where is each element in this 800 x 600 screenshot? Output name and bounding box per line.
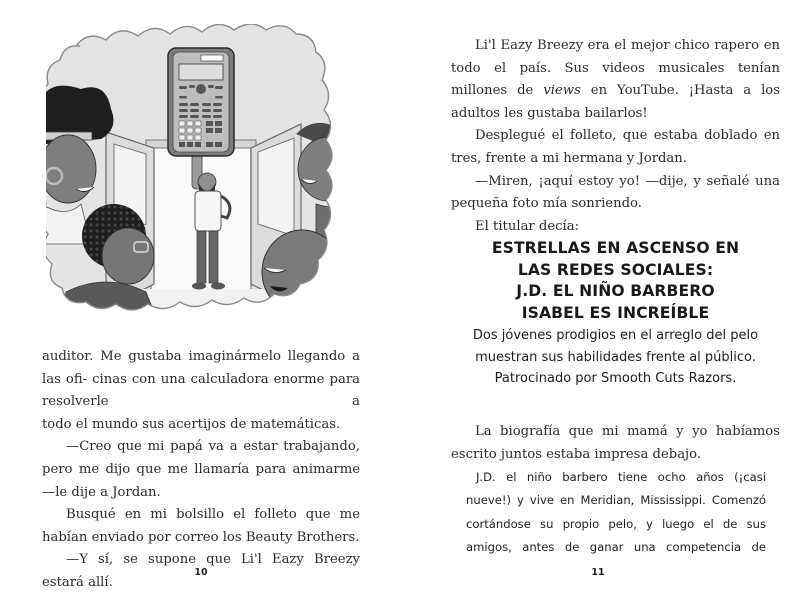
paragraph: Busqué en mi bolsillo el folleto que me habían enviado por correo los Beauty Brothers. — [42, 507, 360, 545]
flyer-headline — [451, 238, 780, 324]
right-body-text-top — [451, 35, 780, 238]
illustration — [46, 24, 354, 332]
text-run: en YouTube. ¡Hasta a los adultos les gustaba bailarlos! — [451, 83, 780, 121]
headline-line: ISABEL ES INCREÍBLE — [521, 303, 710, 322]
paragraph — [451, 35, 780, 125]
headline-line: LAS REDES SOCIALES: — [517, 260, 714, 279]
bio-line — [466, 466, 766, 489]
text-line: auditor. Me gustaba imaginármelo llegando a las ofi- — [42, 349, 360, 387]
headline-line: ESTRELLAS EN ASCENSO EN — [491, 239, 740, 257]
text-line: cinas con una calculadora enorme para resolverle a — [42, 371, 360, 410]
bio-line: nueve!) y vive en Meridian, Mississippi. Comenzó — [466, 493, 766, 508]
paragraph: —Y sí, se supone que Li'l Eazy Breezy estará allí. — [42, 552, 360, 590]
left-body-text — [42, 346, 360, 595]
paragraph: El titular decía: — [475, 218, 580, 234]
subhead-line: Patrocinado por Smooth Cuts Razors. — [494, 371, 737, 386]
text-run: Li'l Eazy Breezy era el mejor chico rapero en todo el país. Sus videos musicales tenían millones de — [451, 38, 780, 99]
italic-text: views — [543, 83, 581, 99]
right-body-text-mid — [451, 421, 780, 466]
flyer-subhead — [451, 325, 780, 390]
bio-line: cortándose su propio pelo, y luego el de sus — [466, 516, 766, 531]
flyer-bio — [466, 466, 766, 559]
paragraph — [42, 346, 360, 436]
text-line: todo el mundo sus acertijos de matemáticas. — [42, 416, 341, 432]
bio-line: amigos, antes de ganar una competencia de — [466, 539, 766, 554]
paragraph: —Creo que mi papá va a estar trabajando, pero me dijo que me llamaría para animarme —le dije a Jordan. — [42, 439, 360, 500]
headline-line: J.D. EL NIÑO BARBERO — [516, 282, 715, 300]
bio-text: J.D. el niño barbero tiene ocho años (¡casi — [476, 470, 766, 484]
calculator-icon — [168, 48, 234, 156]
paragraph: La biografía que mi mamá y yo habíamos escrito juntos estaba impresa debajo. — [451, 424, 780, 462]
subhead-line: Dos jóvenes prodigios en el arreglo del pelo — [472, 328, 759, 343]
paragraph: Desplegué el folleto, que estaba doblado en tres, frente a mi hermana y Jordan. — [451, 128, 780, 166]
illustration-art — [46, 24, 354, 332]
subhead-line: muestran sus habilidades frente al público. — [475, 349, 756, 365]
page-number: 10 — [194, 567, 208, 578]
paragraph: —Miren, ¡aquí estoy yo! —dije, y señalé una pequeña foto mía sonriendo. — [451, 173, 780, 212]
page-number: 11 — [591, 567, 605, 578]
